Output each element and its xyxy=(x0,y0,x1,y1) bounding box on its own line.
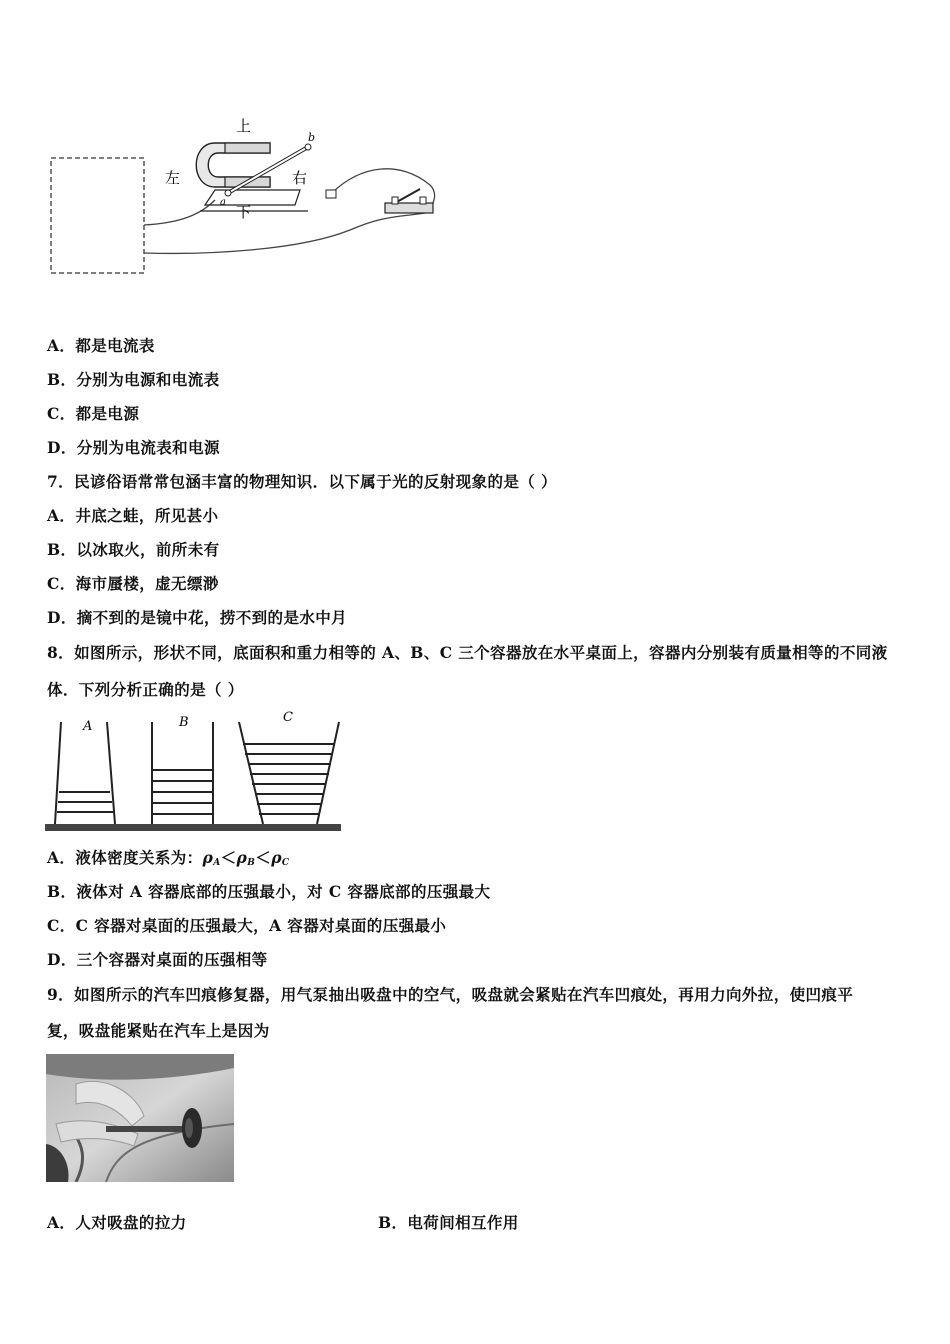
subscript-a: A xyxy=(213,858,221,868)
dashed-unknown-box xyxy=(51,158,144,273)
container-label-c: C xyxy=(283,710,293,725)
q7-option-c[interactable]: C．海市蜃楼，虚无缥渺 xyxy=(47,574,219,593)
q9-stem-line1: 9．如图所示的汽车凹痕修复器，用气泵抽出吸盘中的空气，吸盘就会紧贴在汽车凹痕处，再用力向外拉，使凹痕平 xyxy=(47,985,854,1004)
label-top: 上 xyxy=(236,117,252,135)
q7-option-b[interactable]: B．以冰取火，前所未有 xyxy=(47,540,220,559)
q7-option-d[interactable]: D．摘不到的是镜中花，捞不到的是水中月 xyxy=(47,608,348,627)
label-b: b xyxy=(308,131,316,144)
label-left: 左 xyxy=(165,169,181,187)
q8-option-a[interactable] xyxy=(47,848,289,873)
wire-upper xyxy=(144,200,215,225)
q7-stem: 7．民谚俗语常常包涵丰富的物理知识．以下属于光的反射现象的是（ ） xyxy=(47,472,557,491)
switch xyxy=(385,189,433,213)
q9-option-a[interactable]: A．人对吸盘的拉力 xyxy=(47,1213,187,1232)
q6-option-d[interactable]: D．分别为电流表和电源 xyxy=(47,438,220,457)
container-label-b: B xyxy=(179,715,189,730)
wire-lower xyxy=(144,213,425,253)
container-a xyxy=(55,722,115,824)
container-c xyxy=(239,722,339,824)
dent-repair-photo xyxy=(46,1054,234,1182)
q8-stem-line2: 体．下列分析正确的是（ ） xyxy=(47,680,244,699)
q9-option-b[interactable]: B．电荷间相互作用 xyxy=(378,1213,519,1232)
rho-symbol: ρ xyxy=(236,848,248,867)
magnet-circuit-figure xyxy=(40,105,460,285)
subscript-c: C xyxy=(281,858,290,868)
container-label-a: A xyxy=(83,719,93,734)
q7-option-a[interactable]: A．井底之蛙，所见甚小 xyxy=(47,506,219,525)
q8-stem-line1: 8．如图所示，形状不同，底面积和重力相等的 A、B、C 三个容器放在水平桌面上，容器内分别装有质量相等的不同液 xyxy=(47,643,888,662)
q6-option-c[interactable]: C．都是电源 xyxy=(47,404,140,423)
q8-option-b[interactable]: B．液体对 A 容器底部的压强最小，对 C 容器底部的压强最大 xyxy=(47,882,491,901)
less-than: ＜ xyxy=(220,848,237,867)
q8-option-c[interactable]: C．C 容器对桌面的压强最大，A 容器对桌面的压强最小 xyxy=(47,916,447,935)
q8-option-d[interactable]: D．三个容器对桌面的压强相等 xyxy=(47,950,268,969)
q9-stem-line2: 复，吸盘能紧贴在汽车上是因为 xyxy=(47,1021,270,1040)
q8-option-a-prefix: A．液体密度关系为： xyxy=(47,848,203,867)
label-bottom: 下 xyxy=(236,203,252,221)
table-surface xyxy=(45,824,341,831)
rho-symbol: ρ xyxy=(271,848,282,867)
less-than: ＜ xyxy=(255,848,272,867)
subscript-b: B xyxy=(247,858,256,868)
label-a: a xyxy=(220,197,226,208)
label-right: 右 xyxy=(292,169,308,187)
container-b xyxy=(152,722,213,824)
q6-option-a[interactable]: A．都是电流表 xyxy=(47,336,155,355)
q6-option-b[interactable]: B．分别为电源和电流表 xyxy=(47,370,220,389)
rho-symbol: ρ xyxy=(202,848,214,867)
containers-figure xyxy=(45,708,345,836)
